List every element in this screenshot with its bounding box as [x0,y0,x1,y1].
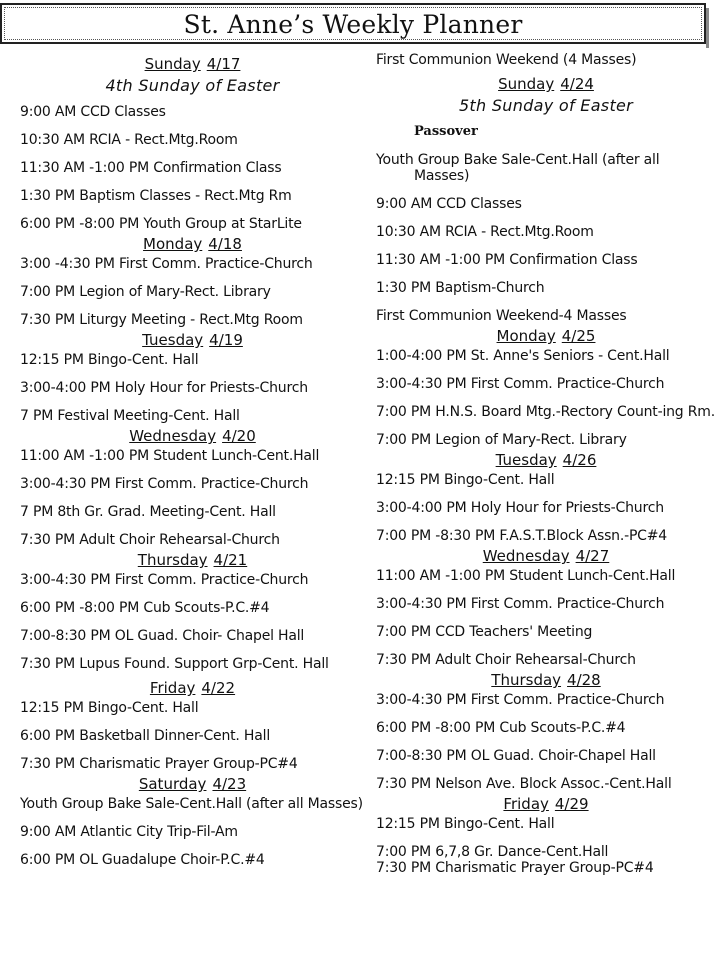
day-heading-friday-4-22 [20,678,365,698]
event-item: 9:00 AM CCD Classes [20,104,166,120]
event-item: 7:30 PM Lupus Found. Support Grp-Cent. Hall [20,656,329,672]
day-date: 4/20 [222,427,256,445]
event-item: 11:30 AM -1:00 PM Confirmation Class [376,252,638,268]
event-item: 9:00 AM CCD Classes [376,196,522,212]
event-item: 11:30 AM -1:00 PM Confirmation Class [20,160,282,176]
special-observance: 5th Sunday of Easter [458,96,634,115]
event-item: 10:30 AM RCIA - Rect.Mtg.Room [376,224,594,240]
title-box [0,3,706,44]
event-item: First Communion Weekend-4 Masses [376,308,627,324]
event-item: First Communion Weekend (4 Masses) [376,52,637,68]
day-name: Sunday [144,55,201,73]
event-item: 7:30 PM Adult Choir Rehearsal-Church [376,652,636,668]
page-title: St. Anne’s Weekly Planner [183,10,523,39]
day-date: 4/29 [554,795,589,813]
event-item: Youth Group Bake Sale-Cent.Hall (after all Masses) [20,796,363,812]
event-item: 7:00 PM H.N.S. Board Mtg.-Rectory Count-ing Rm. [376,404,715,420]
passover-label: Passover [414,124,478,139]
event-item: 11:00 AM -1:00 PM Student Lunch-Cent.Hall [376,568,676,584]
event-item: 3:00-4:30 PM First Comm. Practice-Church [376,692,665,708]
day-name: Tuesday [495,451,557,469]
event-item: 7 PM Festival Meeting-Cent. Hall [20,408,240,424]
day-name: Thursday [137,551,208,569]
event-item: 10:30 AM RCIA - Rect.Mtg.Room [20,132,238,148]
day-name: Tuesday [142,331,204,349]
day-heading-wednesday-4-20 [20,426,365,446]
day-name: Monday [143,235,203,253]
day-date: 4/19 [209,331,243,349]
event-item: 7 PM 8th Gr. Grad. Meeting-Cent. Hall [20,504,276,520]
event-item: 7:00 PM -8:30 PM F.A.S.T.Block Assn.-PC#4 [376,528,667,544]
event-item: 3:00-4:30 PM First Comm. Practice-Church [20,476,309,492]
event-item: 7:00 PM Legion of Mary-Rect. Library [376,432,627,448]
day-heading-monday-4-25 [376,326,716,346]
event-item: 3:00 -4:30 PM First Comm. Practice-Church [20,256,313,272]
day-name: Wednesday [129,427,217,445]
event-item: 7:00 PM 6,7,8 Gr. Dance-Cent.Hall [376,844,609,860]
event-item: 7:30 PM Charismatic Prayer Group-PC#4 [20,756,298,772]
day-name: Monday [496,327,556,345]
event-item: 7:30 PM Charismatic Prayer Group-PC#4 [376,860,654,876]
day-date: 4/18 [208,235,242,253]
event-item: 6:00 PM -8:00 PM Cub Scouts-P.C.#4 [20,600,270,616]
left-column [20,52,365,868]
day-name: Friday [149,679,196,697]
day-name: Thursday [491,671,562,689]
event-item: 6:00 PM -8:00 PM Youth Group at StarLite [20,216,302,232]
event-item: 3:00-4:30 PM First Comm. Practice-Church [376,596,665,612]
day-heading-thursday-4-21 [20,550,365,570]
event-item: 7:30 PM Adult Choir Rehearsal-Church [20,532,280,548]
event-item: 1:00-4:00 PM St. Anne's Seniors - Cent.Hall [376,348,670,364]
day-name: Friday [503,795,549,813]
event-item: 3:00-4:00 PM Holy Hour for Priests-Church [20,380,308,396]
event-item: 12:15 PM Bingo-Cent. Hall [376,472,555,488]
event-item: 7:00 PM CCD Teachers' Meeting [376,624,593,640]
day-date: 4/24 [560,75,594,93]
day-heading-friday-4-29 [376,794,716,814]
day-date: 4/21 [213,551,248,569]
day-heading-tuesday-4-19 [20,330,365,350]
day-heading-wednesday-4-27 [376,546,716,566]
event-item: 1:30 PM Baptism Classes - Rect.Mtg Rm [20,188,292,204]
event-item: 7:30 PM Nelson Ave. Block Assoc.-Cent.Hall [376,776,672,792]
event-item: Youth Group Bake Sale-Cent.Hall (after all Masses) [376,152,660,184]
event-item: 3:00-4:30 PM First Comm. Practice-Church [20,572,309,588]
day-heading-sunday-4-24 [376,74,716,94]
event-item: 7:30 PM Liturgy Meeting - Rect.Mtg Room [20,312,303,328]
event-item: 6:00 PM -8:00 PM Cub Scouts-P.C.#4 [376,720,626,736]
event-item: 12:15 PM Bingo-Cent. Hall [376,816,555,832]
event-item: 12:15 PM Bingo-Cent. Hall [20,352,199,368]
event-item: 6:00 PM Basketball Dinner-Cent. Hall [20,728,271,744]
event-item: 3:00-4:30 PM First Comm. Practice-Church [376,376,665,392]
day-heading-saturday-4-23 [20,774,365,794]
event-item: 11:00 AM -1:00 PM Student Lunch-Cent.Hall [20,448,320,464]
day-date: 4/28 [567,671,601,689]
event-item: 1:30 PM Baptism-Church [376,280,545,296]
day-date: 4/23 [212,775,247,793]
event-item: 7:00-8:30 PM OL Guad. Choir- Chapel Hall [20,628,305,644]
day-date: 4/17 [206,55,241,73]
event-item: 6:00 PM OL Guadalupe Choir-P.C.#4 [20,852,265,868]
day-date: 4/22 [201,679,236,697]
event-item: 3:00-4:00 PM Holy Hour for Priests-Church [376,500,664,516]
day-name: Wednesday [482,547,570,565]
special-observance: 4th Sunday of Easter [105,76,280,95]
day-date: 4/25 [561,327,596,345]
day-heading-sunday-4-17 [20,54,365,74]
event-item: 7:00-8:30 PM OL Guad. Choir-Chapel Hall [376,748,656,764]
event-item: 7:00 PM Legion of Mary-Rect. Library [20,284,271,300]
event-item: 12:15 PM Bingo-Cent. Hall [20,700,199,716]
day-name: Sunday [498,75,555,93]
day-name: Saturday [138,775,207,793]
event-item: 9:00 AM Atlantic City Trip-Fil-Am [20,824,238,840]
day-heading-thursday-4-28 [376,670,716,690]
day-date: 4/26 [562,451,597,469]
right-column [376,52,716,876]
day-heading-monday-4-18 [20,234,365,254]
day-date: 4/27 [575,547,610,565]
day-heading-tuesday-4-26 [376,450,716,470]
